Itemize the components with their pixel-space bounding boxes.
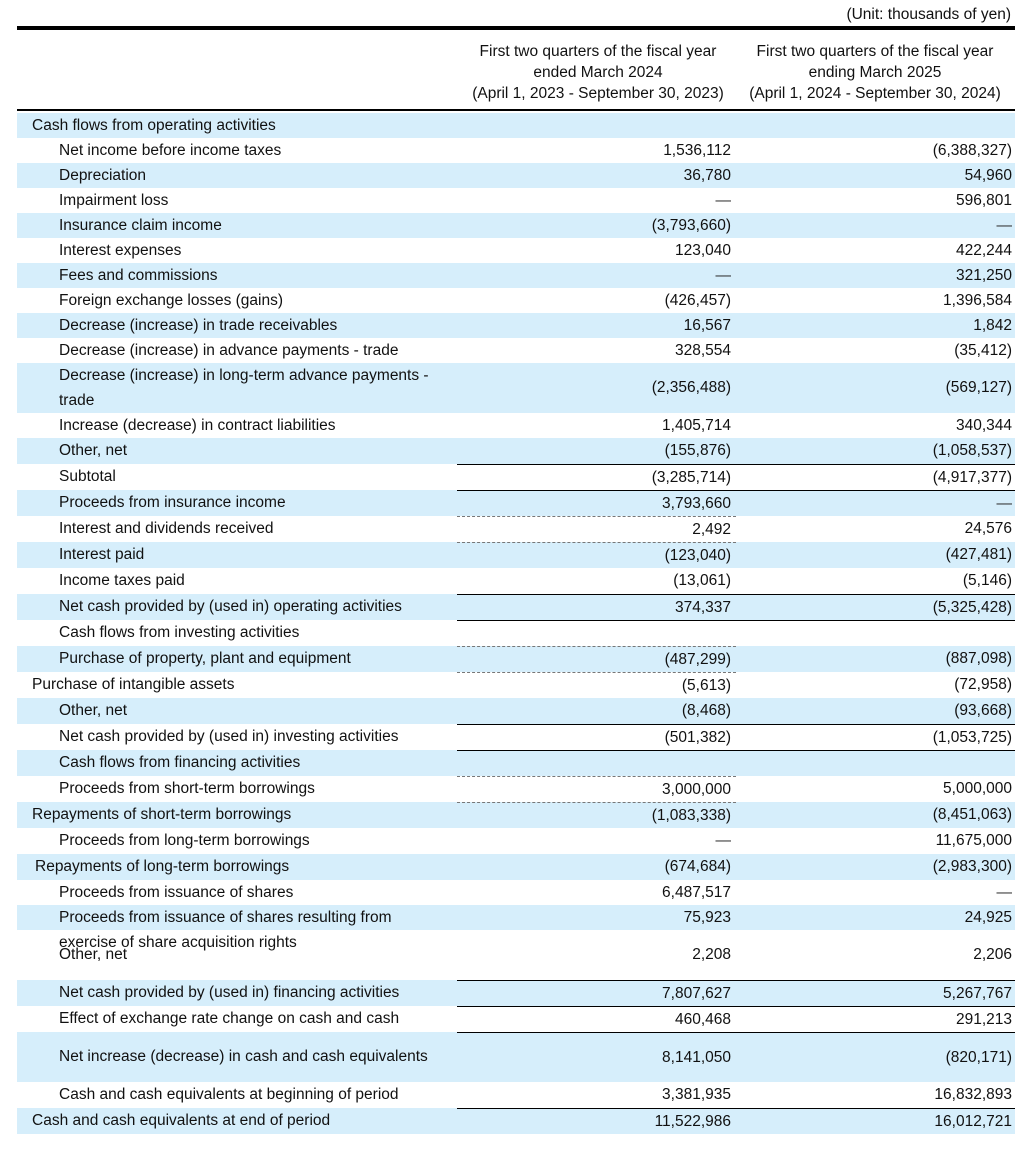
row-label: Proceeds from issuance of shares resulting from exercise of share acquisition rights [17,905,457,930]
current-value: (427,481) [736,542,1015,568]
prior-value: 374,337 [457,594,736,620]
prior-value: (155,876) [457,438,736,464]
row-label: Purchase of property, plant and equipment [17,646,457,672]
current-value: 11,675,000 [935,832,1012,849]
current-value: (6,388,327) [932,141,1012,159]
current-value: 54,960 [736,163,1015,188]
row-label: Cash and cash equivalents at beginning of period [59,1086,399,1103]
row-label: Interest expenses [59,241,182,259]
table-top-rule [17,26,1015,30]
cash-flow-table [17,113,1015,1160]
unit-note: (Unit: thousands of yen) [846,6,1011,23]
prior-value: 75,923 [457,905,736,930]
row-label: Repayments of short-term borrowings [17,802,457,828]
current-value: (5,146) [962,572,1012,589]
row-label: Other, net [17,438,457,464]
prior-value: (1,083,338) [457,802,736,828]
row-label: Subtotal [59,468,116,485]
current-value: 16,012,721 [736,1108,1015,1134]
column-header-current-line2: ending March 2025 [808,64,942,81]
current-value: 596,801 [955,191,1012,209]
row-label: Net increase (decrease) in cash and cash equivalents [17,1032,457,1082]
current-value: (887,098) [736,646,1015,672]
current-value: (5,325,428) [736,594,1015,620]
row-label: Proceeds from insurance income [17,490,457,516]
row-label: Cash flows from investing activities [59,624,300,641]
row-label: Proceeds from issuance of shares [59,883,294,901]
prior-value: 8,141,050 [457,1032,736,1082]
row-label: Proceeds from long-term borrowings [59,832,310,849]
row-label: Net cash provided by (used in) investing activities [59,728,399,745]
current-value: 291,213 [736,1006,1015,1032]
prior-value: 11,522,986 [457,1108,736,1134]
row-label: Net cash provided by (used in) financing activities [17,980,457,1006]
row-label: Depreciation [17,163,457,188]
prior-value: (123,040) [457,542,736,568]
current-value: (569,127) [736,363,1015,413]
row-label: Cash flows from financing activities [17,750,457,776]
row-label: Impairment loss [59,191,169,209]
prior-value: (3,285,714) [457,464,736,490]
row-label: Increase (decrease) in contract liabilities [59,416,336,434]
prior-value: (674,684) [457,854,736,880]
current-value: (1,053,725) [736,724,1015,750]
row-label: Net income before income taxes [59,141,282,159]
row-label: Proceeds from short-term borrowings [59,780,315,797]
current-value: (4,917,377) [736,464,1015,490]
row-label: Fees and commissions [17,263,457,288]
prior-value: 2,208 [692,946,731,963]
current-value: 5,267,767 [736,980,1015,1006]
current-value: (72,958) [954,676,1012,693]
column-header-prior [457,41,739,104]
prior-value: 328,554 [674,341,731,359]
current-value: (93,668) [736,698,1015,724]
row-label: Repayments of long-term borrowings [17,854,457,880]
current-value: — [736,213,1015,238]
prior-value: 3,000,000 [457,776,736,802]
prior-value: (8,468) [457,698,736,724]
row-label: Interest paid [17,542,457,568]
current-value: 24,576 [964,520,1012,537]
row-label: Income taxes paid [59,572,185,589]
current-value: — [996,883,1012,901]
row-label: Effect of exchange rate change on cash and cash [59,1010,400,1027]
prior-value: 16,567 [457,313,736,338]
prior-value: 2,492 [457,516,736,542]
current-value: (1,058,537) [736,438,1015,464]
column-header-prior-line2: ended March 2024 [533,64,663,81]
prior-value: 1,536,112 [663,141,731,159]
row-label: Net cash provided by (used in) operating activities [17,594,457,620]
row-label: Cash and cash equivalents at end of period [17,1108,457,1134]
row-label: Decrease (increase) in advance payments - trade [59,341,399,359]
prior-value [457,113,736,138]
current-value: 2,206 [973,946,1012,963]
prior-value: (2,356,488) [457,363,736,413]
current-value: (35,412) [954,341,1012,359]
prior-value: (13,061) [673,572,731,589]
current-value: 422,244 [955,241,1012,259]
row-label: Cash flows from operating activities [17,113,457,138]
column-header-current [737,41,1013,104]
column-header-prior-line3: (April 1, 2023 - September 30, 2023) [472,85,724,102]
prior-value: 123,040 [674,241,731,259]
prior-value: (3,793,660) [457,213,736,238]
current-value: — [736,490,1015,516]
prior-value: — [715,832,731,849]
current-value: (2,983,300) [736,854,1015,880]
current-value [736,620,1015,646]
prior-value: 6,487,517 [662,883,731,901]
prior-value: (426,457) [664,291,731,309]
row-label: Interest and dividends received [59,520,274,537]
prior-value: — [457,263,736,288]
current-value: 340,344 [955,416,1012,434]
prior-value: (487,299) [457,646,736,672]
prior-value: 7,807,627 [457,980,736,1006]
prior-value: — [715,191,731,209]
row-label: Foreign exchange losses (gains) [59,291,284,309]
column-header-current-line1: First two quarters of the fiscal year [756,43,994,60]
current-value: 1,842 [736,313,1015,338]
row-label: Insurance claim income [17,213,457,238]
current-value: (8,451,063) [736,802,1015,828]
current-value: 1,396,584 [943,291,1012,309]
prior-value [457,750,736,776]
current-value: (820,171) [736,1032,1015,1082]
prior-value: 3,793,660 [457,490,736,516]
row-label: Decrease (increase) in long-term advance payments - trade [17,363,457,413]
prior-value: (501,382) [457,724,736,750]
header-rule [17,109,1015,111]
row-label: Other, net [17,698,457,724]
prior-value: (5,613) [457,672,736,698]
column-header-prior-line1: First two quarters of the fiscal year [479,43,717,60]
row-label: Purchase of intangible assets [32,676,235,693]
prior-value: 3,381,935 [662,1086,731,1103]
row-label: Other, net [59,946,128,963]
current-value: 16,832,893 [934,1086,1012,1103]
current-value [736,750,1015,776]
column-header-current-line3: (April 1, 2024 - September 30, 2024) [749,85,1001,102]
current-value [736,113,1015,138]
prior-value: 36,780 [457,163,736,188]
current-value: 24,925 [736,905,1015,930]
current-value: 5,000,000 [943,780,1012,797]
prior-value: 460,468 [457,1006,736,1032]
current-value: 321,250 [736,263,1015,288]
row-label: Decrease (increase) in trade receivables [17,313,457,338]
prior-value [457,620,736,646]
prior-value: 1,405,714 [662,416,731,434]
